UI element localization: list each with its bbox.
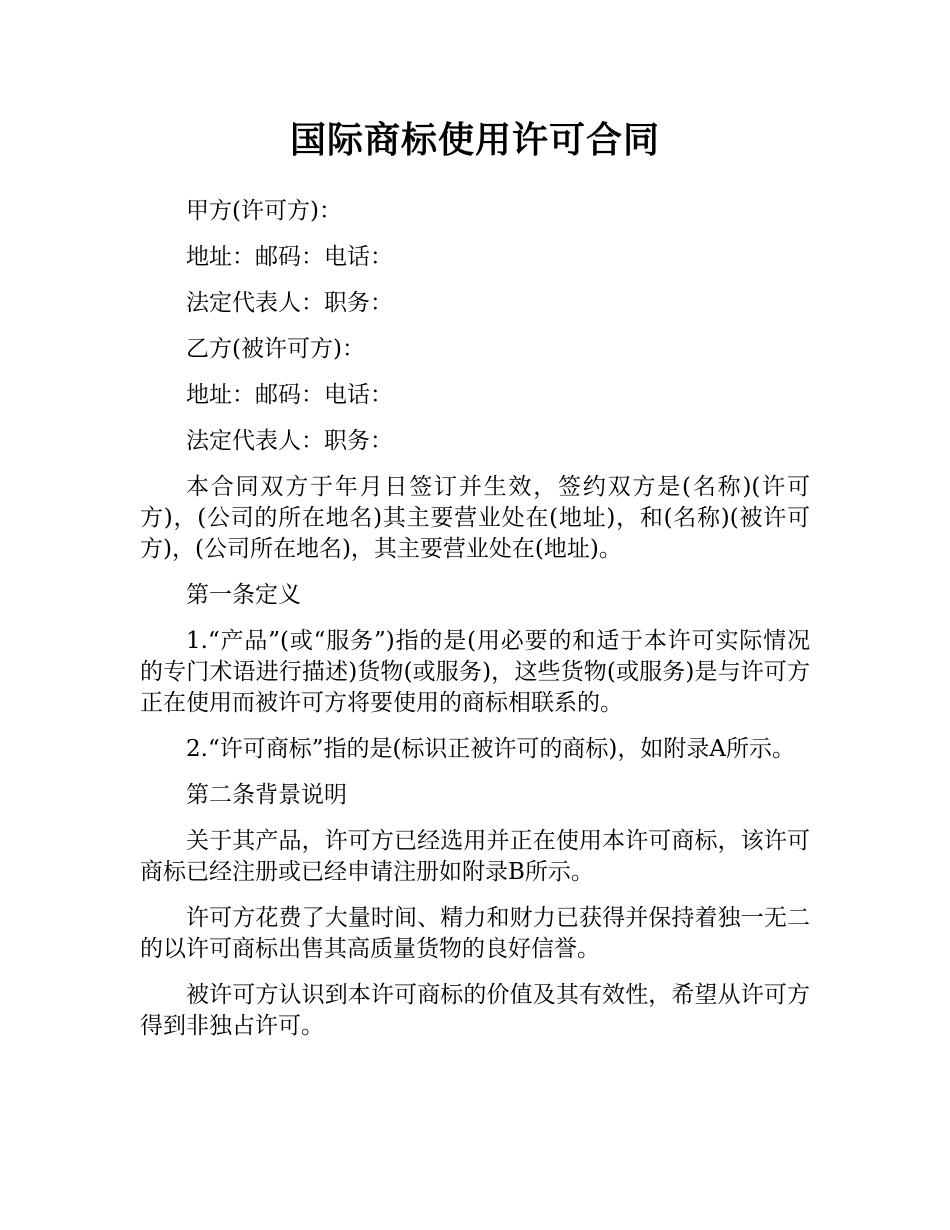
document-title: 国际商标使用许可合同 <box>289 120 660 161</box>
party-b-address-line: 地址：邮码：电话： <box>186 382 393 408</box>
article-2-heading: 第二条背景说明 <box>186 782 347 808</box>
document-body <box>140 196 810 1057</box>
background-paragraph-1: 关于其产品，许可方已经选用并正在使用本许可商标，该许可商标已经注册或已经申请注册如附录B所示。 <box>140 828 810 885</box>
background-paragraph-2: 许可方花费了大量时间、精力和财力已获得并保持着独一无二的以许可商标出售其高质量货物的良好信誉。 <box>140 905 810 962</box>
party-b-heading: 乙方(被许可方)： <box>186 336 365 362</box>
contract-intro-paragraph: 本合同双方于年月日签订并生效，签约双方是(名称)(许可方)，(公司的所在地名)其主要营业处在(地址)，和(名称)(被许可方)，(公司所在地名)，其主要营业处在(地址)。 <box>140 474 810 562</box>
party-a-representative-line: 法定代表人：职务： <box>186 290 393 316</box>
party-a-heading: 甲方(许可方)： <box>186 198 342 224</box>
article-1-heading: 第一条定义 <box>186 582 301 608</box>
party-a-address-line: 地址：邮码：电话： <box>186 244 393 270</box>
party-b-representative-line: 法定代表人：职务： <box>186 428 393 454</box>
background-paragraph-3: 被许可方认识到本许可商标的价值及其有效性，希望从许可方得到非独占许可。 <box>140 982 810 1039</box>
definition-product-paragraph: 1.“产品”(或“服务”)指的是(用必要的和适于本许可实际情况的专门术语进行描述)货物(或服务)，这些货物(或服务)是与许可方正在使用而被许可方将要使用的商标相联系的。 <box>140 628 810 716</box>
definition-trademark-paragraph: 2.“许可商标”指的是(标识正被许可的商标)，如附录A所示。 <box>186 736 796 762</box>
